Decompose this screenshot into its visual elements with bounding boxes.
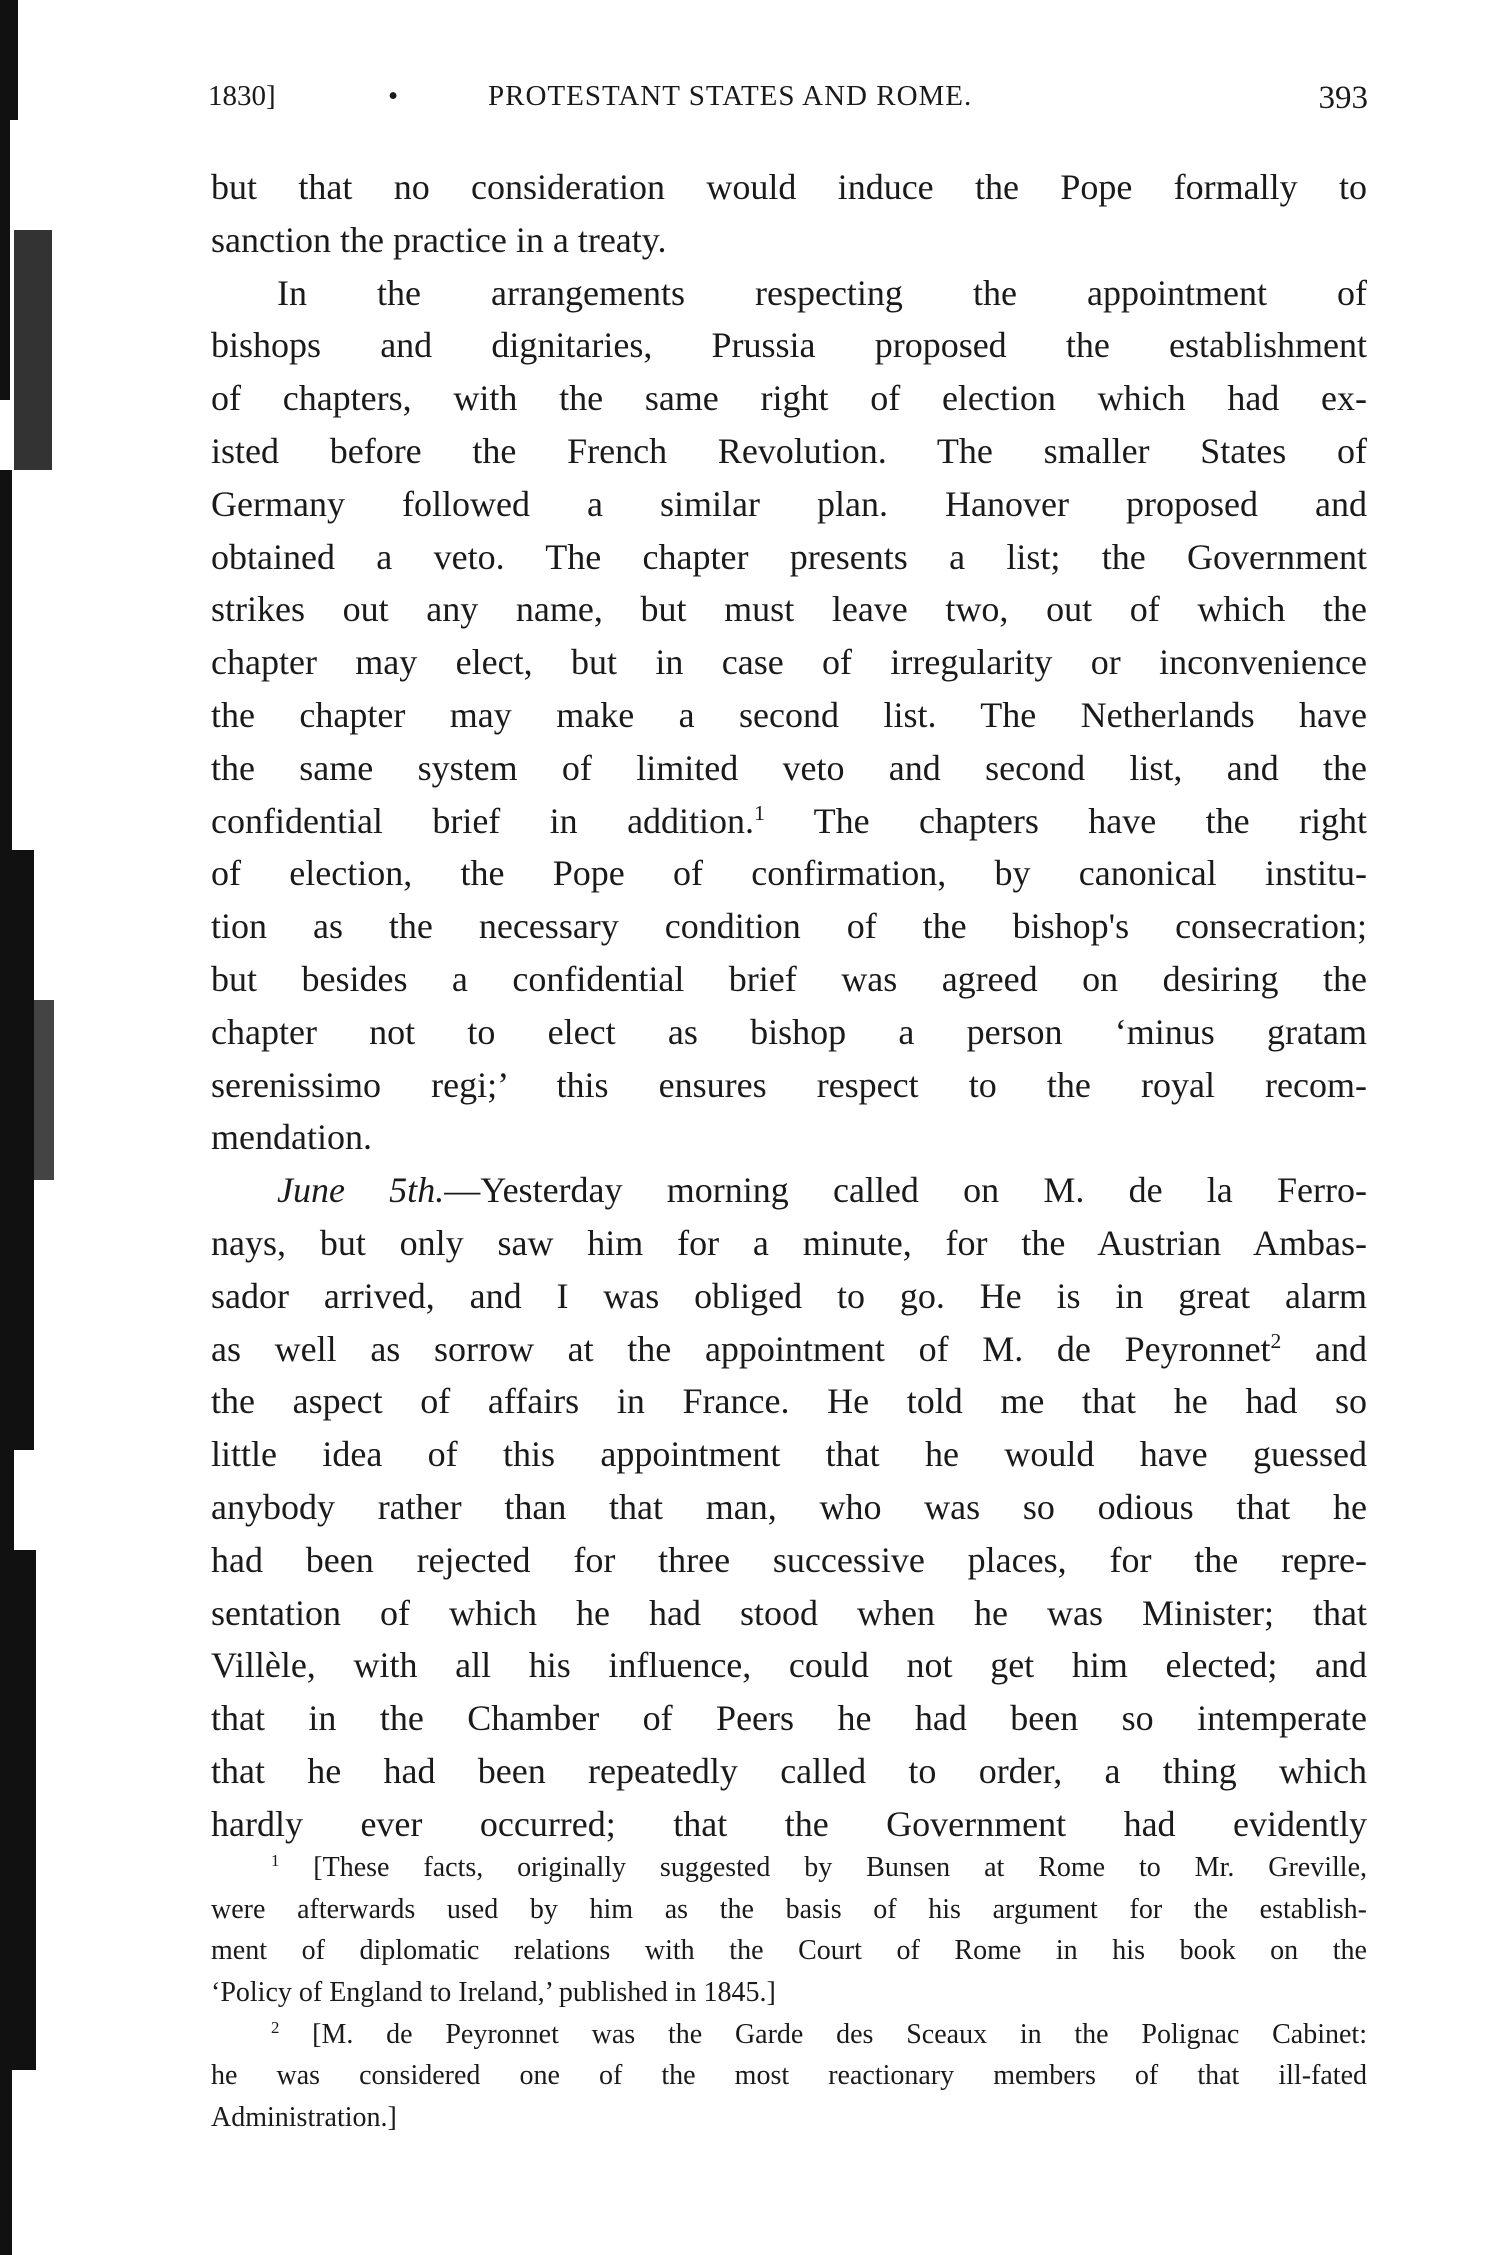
line-text: tion as the necessary condition of the bishop's consecration; <box>211 906 1367 947</box>
line-text: as well as sorrow at the appointment of M. de Peyronnet <box>211 1328 1271 1369</box>
text-line <box>211 583 1367 636</box>
text-line <box>211 478 1367 531</box>
line-text: little idea of this appointment that he would have guessed <box>211 1434 1367 1475</box>
line-text: he was considered one of the most reactionary members of that ill-fated <box>211 2060 1367 2092</box>
line-text: anybody rather than that man, who was so odious that he <box>211 1486 1367 1527</box>
text-line <box>211 214 1367 267</box>
line-text: but that no consideration would induce the Pope formally to <box>211 167 1367 207</box>
text-line <box>211 742 1367 795</box>
line-text: of election, the Pope of confirmation, by canonical institu- <box>211 853 1367 894</box>
text-line <box>211 531 1367 584</box>
text-line <box>211 795 1367 848</box>
line-text: and <box>1281 1328 1367 1369</box>
text-line <box>211 1375 1367 1428</box>
line-text: the chapter may make a second list. The Netherlands have <box>211 694 1367 735</box>
line-text: strikes out any name, but must leave two, out of which the <box>211 589 1367 630</box>
text-line <box>211 1164 1367 1217</box>
text-line <box>211 372 1367 425</box>
text-line <box>211 161 1367 214</box>
running-header <box>208 80 1368 124</box>
line-text: that in the Chamber of Peers he had been so intemperate <box>211 1698 1367 1739</box>
footnote-line <box>211 2014 1367 2056</box>
text-line <box>211 1323 1367 1376</box>
text-line <box>211 1006 1367 1059</box>
line-text: hardly ever occurred; that the Government had evidently <box>211 1803 1367 1844</box>
footnotes <box>211 1847 1367 2139</box>
line-text: sador arrived, and I was obliged to go. He is in great alarm <box>211 1275 1367 1316</box>
text-line <box>211 1111 1367 1164</box>
text-line <box>211 636 1367 689</box>
text-line <box>211 1270 1367 1323</box>
footnote-line <box>211 1847 1367 1889</box>
text-line <box>211 1639 1367 1692</box>
text-line <box>211 1428 1367 1481</box>
text-line <box>211 1059 1367 1112</box>
text-line <box>211 425 1367 478</box>
header-title: PROTESTANT STATES AND ROME. <box>488 80 973 112</box>
footnote-line <box>211 2097 1367 2139</box>
line-text: that he had been repeatedly called to order, a thing which <box>211 1750 1367 1791</box>
line-text: ment of diplomatic relations with the Court of Rome in his book on the <box>211 1935 1367 1967</box>
footnote-line <box>211 1889 1367 1931</box>
line-text: but besides a confidential brief was agreed on desiring the <box>211 958 1367 999</box>
text-line <box>211 1481 1367 1534</box>
text-line <box>211 689 1367 742</box>
line-text: ‘Policy of England to Ireland,’ published in 1845.] <box>211 1977 776 2009</box>
text-line <box>211 1534 1367 1587</box>
line-text: mendation. <box>211 1117 372 1158</box>
line-text: obtained a veto. The chapter presents a list; the Government <box>211 536 1367 577</box>
text-line <box>211 847 1367 900</box>
footnote-marker: 1 <box>271 1850 280 1870</box>
header-dot: • <box>388 80 399 112</box>
text-line <box>211 267 1367 320</box>
line-text: the same system of limited veto and second list, and the <box>211 747 1367 788</box>
line-text: Administration.] <box>211 2102 397 2134</box>
line-text: Germany followed a similar plan. Hanover proposed and <box>211 483 1367 524</box>
footnote-line <box>211 1930 1367 1972</box>
line-text: —Yesterday morning called on M. de la Ferro- <box>444 1170 1367 1211</box>
line-text: had been rejected for three successive places, for the repre- <box>211 1539 1367 1580</box>
text-line <box>211 1587 1367 1640</box>
footnote-marker: 1 <box>754 800 765 825</box>
line-text: chapter may elect, but in case of irregularity or inconvenience <box>211 642 1367 683</box>
header-year: 1830] <box>208 80 276 112</box>
text-line <box>211 900 1367 953</box>
text-line <box>211 1798 1367 1851</box>
line-text: In the arrangements respecting the appointment of <box>277 272 1367 313</box>
line-text: sanction the practice in a treaty. <box>211 219 667 260</box>
line-text: [These facts, originally suggested by Bunsen at Rome to Mr. Greville, <box>279 1852 1367 1883</box>
footnote-marker: 2 <box>271 2017 280 2037</box>
date-heading: June 5th. <box>277 1170 445 1211</box>
line-text: were afterwards used by him as the basis of his argument for the establish- <box>211 1893 1367 1925</box>
line-text: [M. de Peyronnet was the Garde des Sceaux in the Polignac Cabinet: <box>279 2018 1367 2050</box>
line-text: chapter not to elect as bishop a person ‘minus gratam <box>211 1011 1367 1052</box>
footnote-line <box>211 2055 1367 2097</box>
line-text: confidential brief in addition. <box>211 800 755 841</box>
line-text: The chapters have the right <box>764 800 1367 841</box>
line-text: Villèle, with all his influence, could not get him elected; and <box>211 1645 1367 1686</box>
line-text: of chapters, with the same right of election which had ex- <box>211 378 1367 419</box>
line-text: nays, but only saw him for a minute, for the Austrian Ambas- <box>211 1222 1367 1263</box>
footnote-marker: 2 <box>1270 1328 1282 1353</box>
line-text: serenissimo regi;’ this ensures respect to the royal recom- <box>211 1064 1367 1105</box>
text-line <box>211 1217 1367 1270</box>
line-text: bishops and dignitaries, Prussia proposed the establishment <box>211 325 1367 366</box>
text-line <box>211 319 1367 372</box>
line-text: sentation of which he had stood when he was Minister; that <box>211 1592 1367 1633</box>
line-text: isted before the French Revolution. The smaller States of <box>211 430 1367 471</box>
page-number: 393 <box>1318 80 1368 116</box>
text-line <box>211 953 1367 1006</box>
line-text: the aspect of affairs in France. He told me that he had so <box>211 1381 1367 1422</box>
text-line <box>211 1692 1367 1745</box>
body-text <box>211 161 1367 1851</box>
text-line <box>211 1745 1367 1798</box>
footnote-line <box>211 1972 1367 2014</box>
